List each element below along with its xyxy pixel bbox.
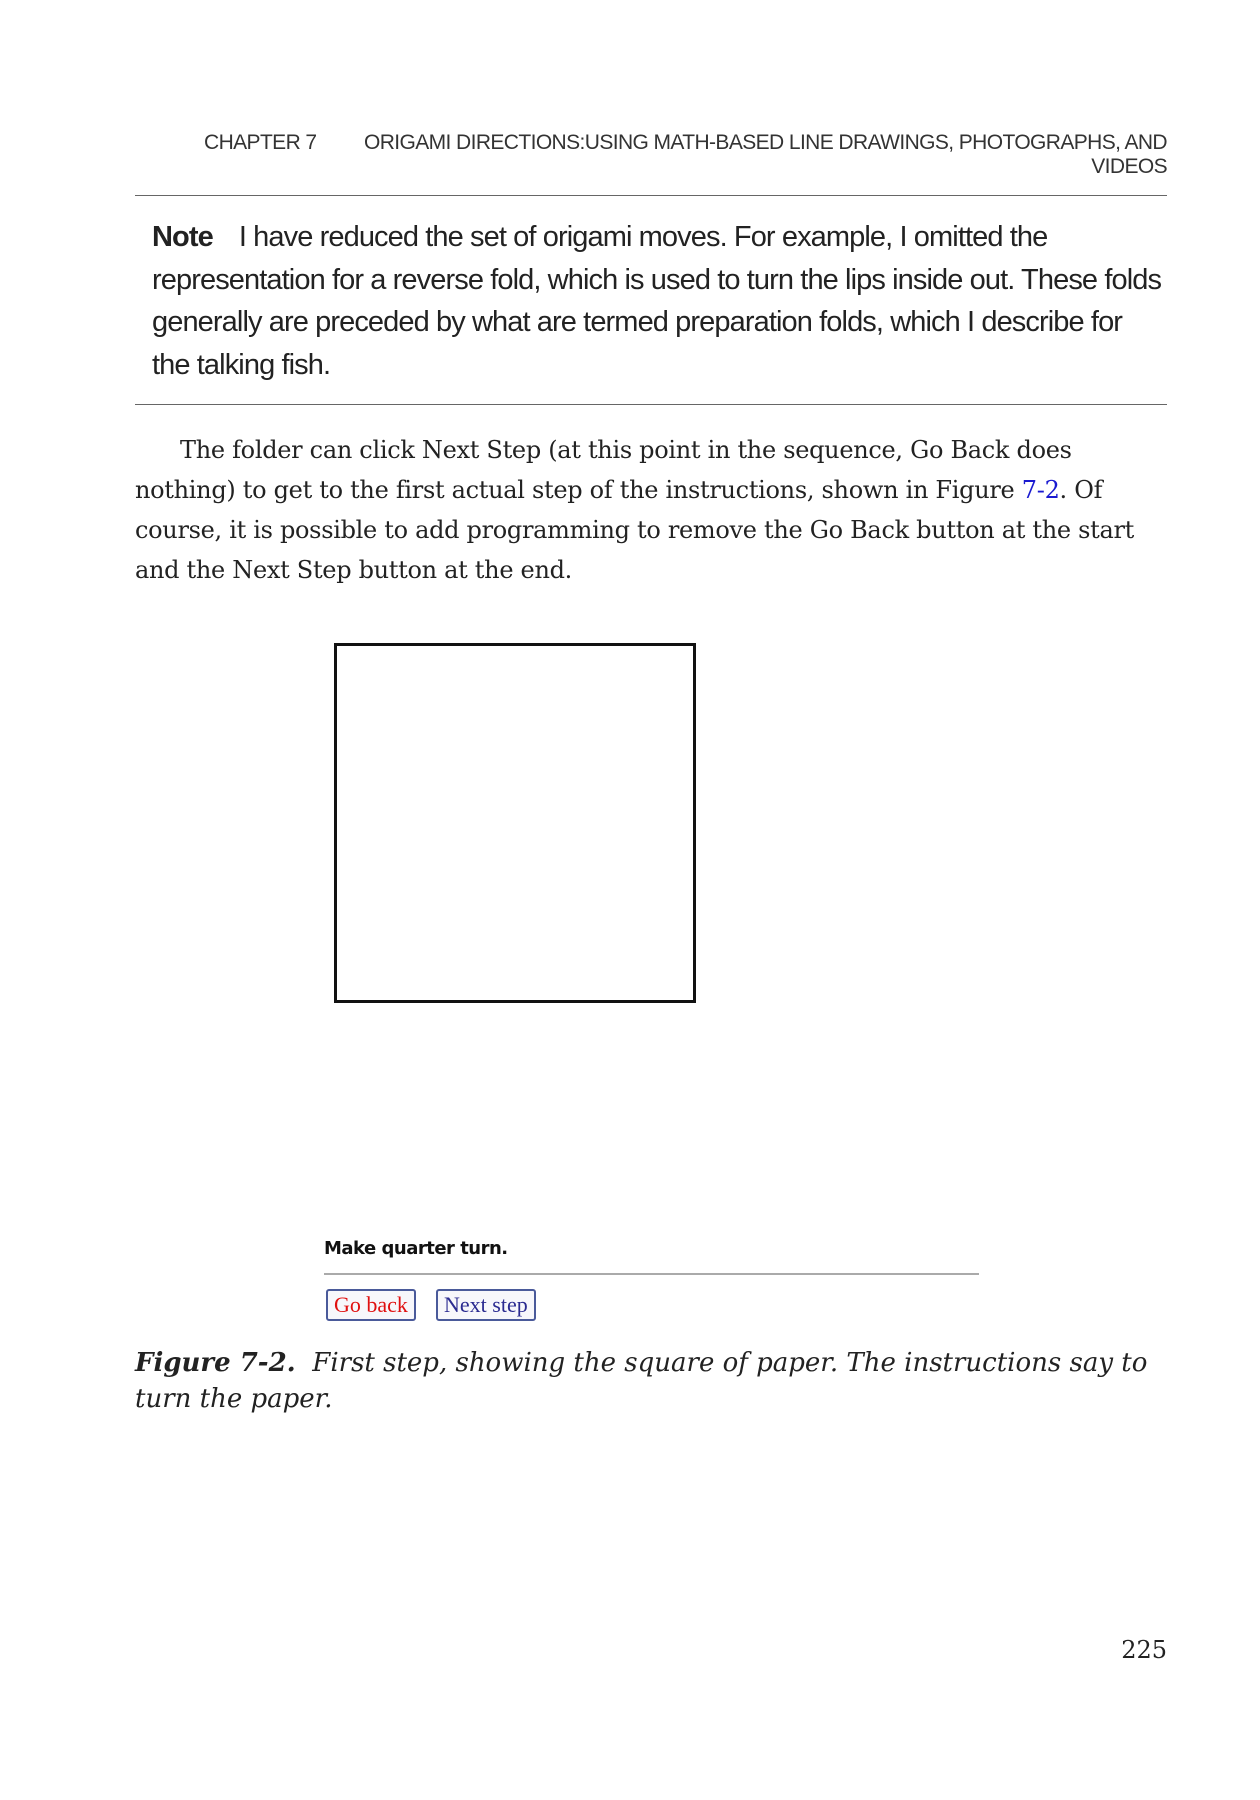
body-paragraph [135,430,1175,590]
chapter-label: CHAPTER 7 [204,131,317,154]
body-text: . Of course, it is possible to add programming to remove the Go Back button at the start and the Next Step button at the end. [135,476,1135,584]
figure-link[interactable]: 7-2 [1021,476,1060,504]
divider [135,195,1167,196]
note-text: I have reduced the set of origami moves. For example, I omitted the representation for a reverse fold, which is used to turn the lips inside out. These folds generally are preceded by what are termed preparation folds, which I describe for the talking fish. [152,221,1162,381]
instruction-text: Make quarter turn. [324,1238,508,1259]
figure-caption [135,1345,1175,1417]
figure-divider [324,1273,979,1275]
paper-square-drawing [334,643,696,1003]
chapter-title: ORIGAMI DIRECTIONS:USING MATH-BASED LINE DRAWINGS, PHOTOGRAPHS, AND VIDEOS [363,131,1167,178]
divider [135,404,1167,405]
running-header [204,131,1167,179]
body-text: The folder can click Next Step (at this point in the sequence, Go Back does nothing) to get to the first actual step of the instructions, shown in Figure [135,436,1072,504]
caption-text: First step, showing the square of paper. The instructions say to turn the paper. [135,1348,1148,1414]
note-box [152,216,1162,386]
page-number: 225 [1121,1636,1167,1664]
note-label: Note [152,221,213,253]
caption-label: Figure 7-2. [135,1348,296,1378]
next-step-button[interactable]: Next step [436,1289,536,1321]
go-back-button[interactable]: Go back [326,1289,416,1321]
